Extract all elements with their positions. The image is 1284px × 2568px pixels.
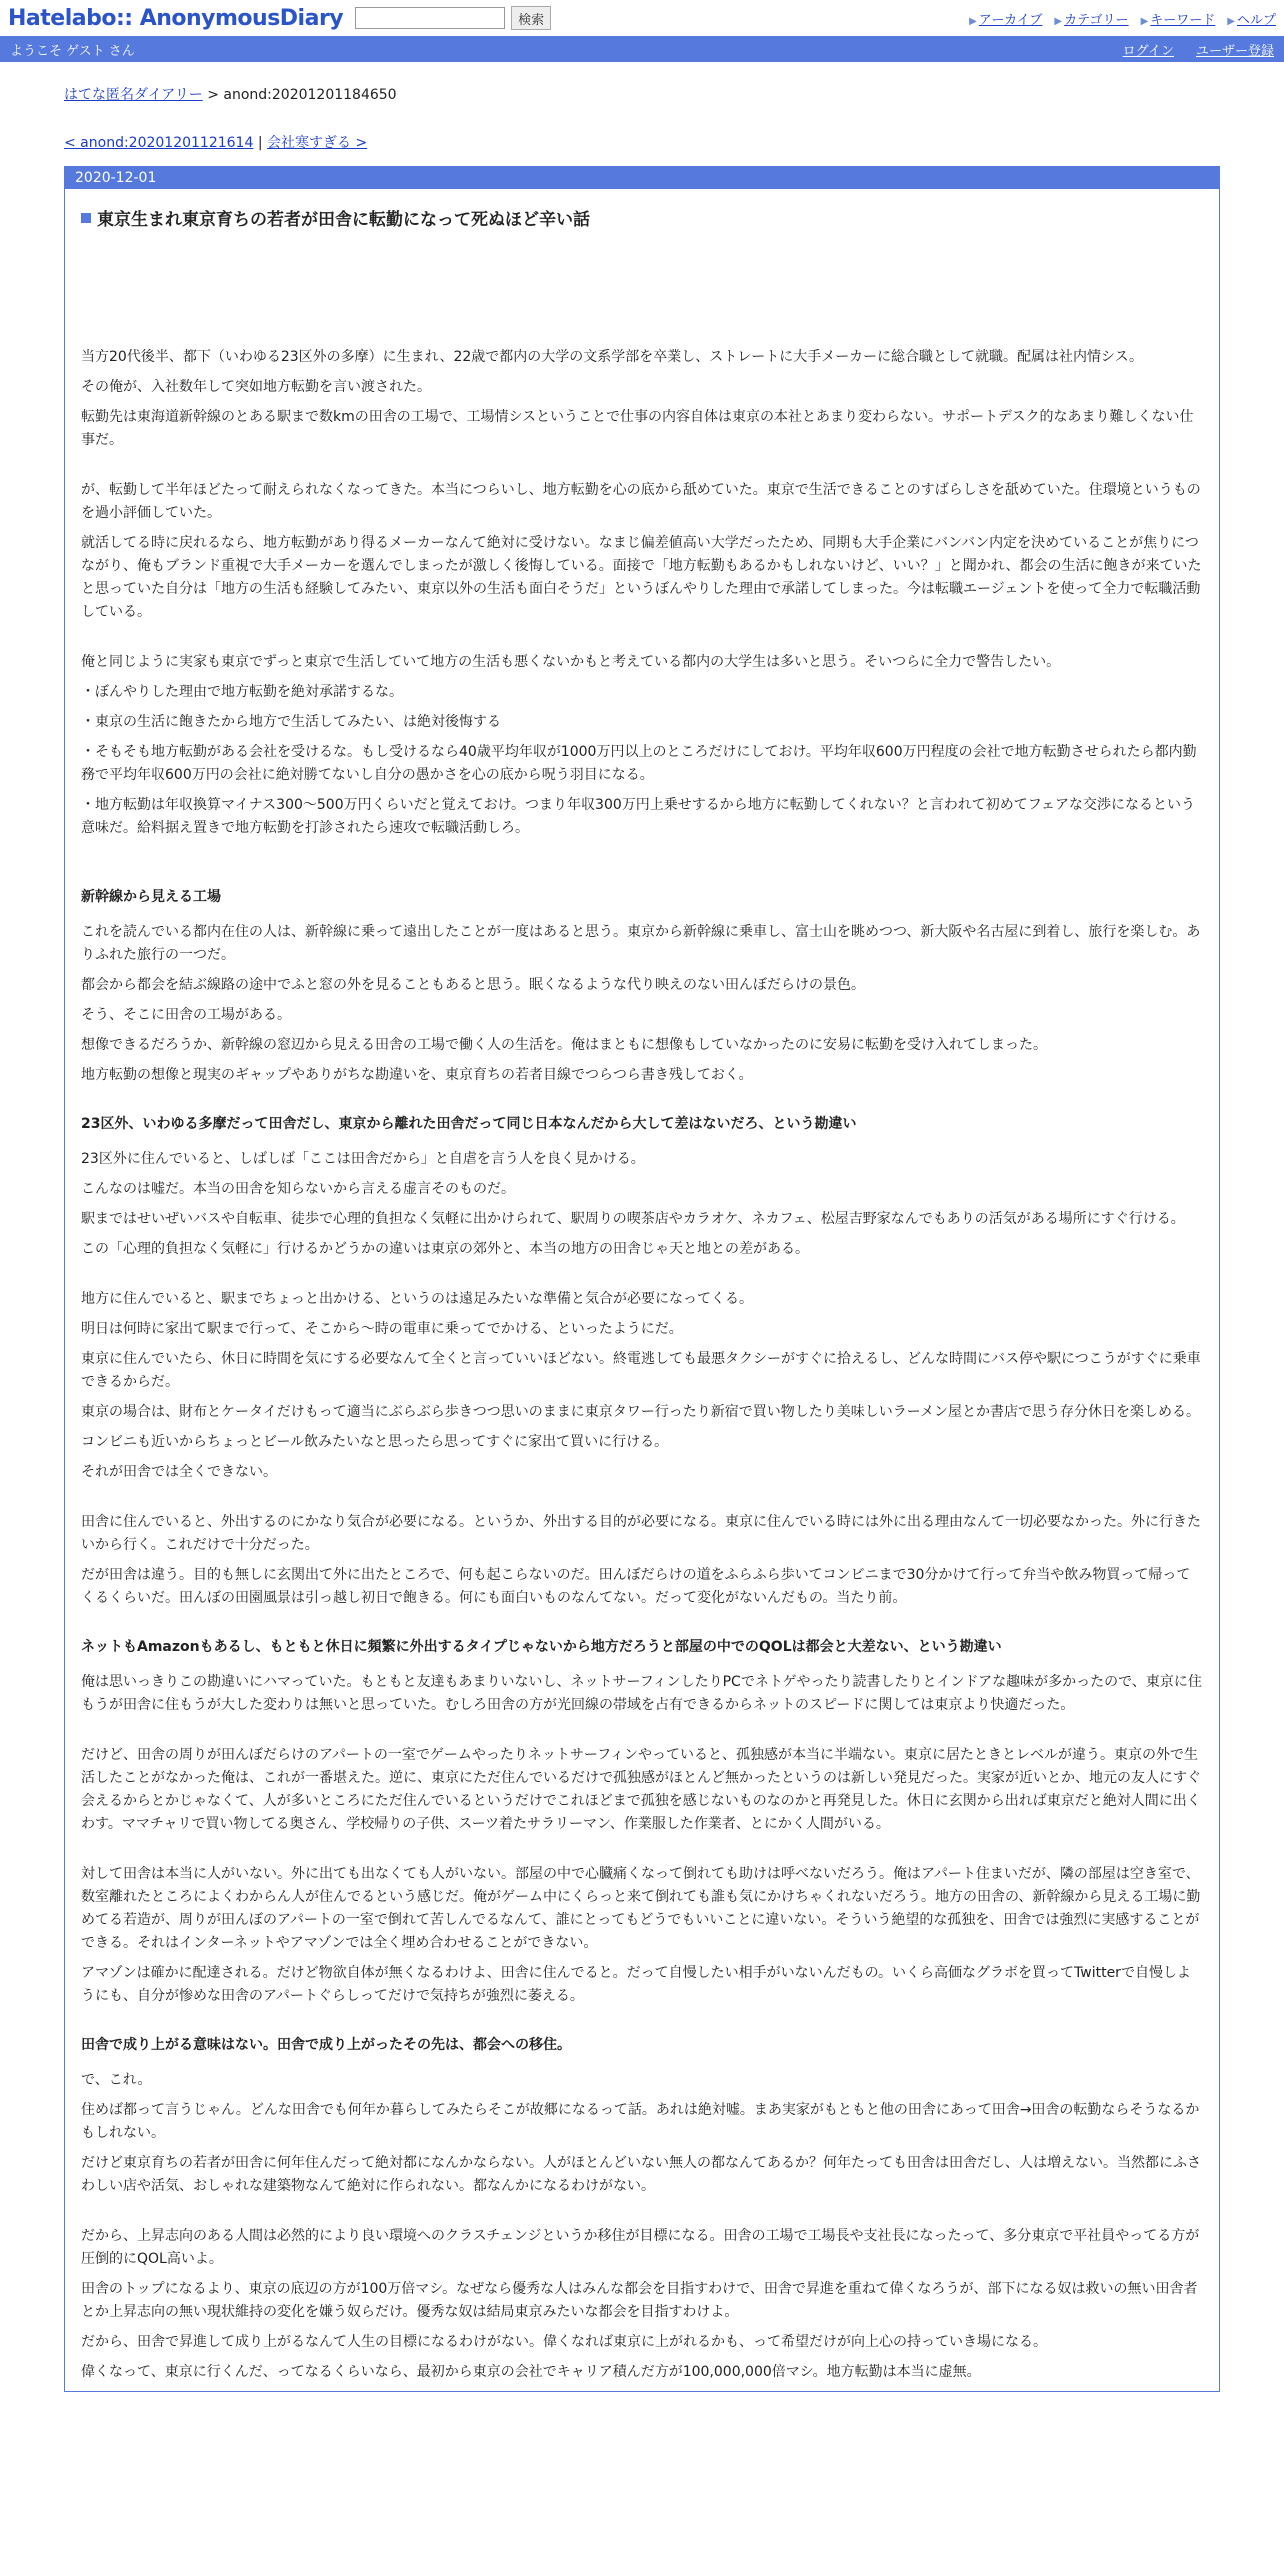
entry-navigation: [64, 132, 1220, 152]
bullet-icon: ▶: [1054, 16, 1063, 27]
entry-paragraph: 地方に住んでいると、駅までちょっと出かける、というのは遠足みたいな準備と気合が必要になってくる。: [81, 1291, 753, 1307]
paragraph-gap: [81, 1843, 1203, 1863]
entry-paragraph: 田舎に住んでいると、外出するのにかなり気合が必要になる。というか、外出する目的が必要になる。東京に住んでいる時には外に出る理由なんて一切必要なかった。外に行きたいから行く。これだけで十分だった。: [81, 1514, 1201, 1553]
bullet-icon: ▶: [969, 16, 977, 27]
account-links: [1123, 40, 1274, 59]
top-header: [0, 0, 1284, 36]
entry-paragraph: で、これ。: [81, 2072, 152, 2088]
entry-paragraph: 就活してる時に戻れるなら、地方転勤があり得るメーカーなんて絶対に受けない。なまじ偏差値高い大学だったため、同期も大手企業にバンバン内定を決めていることが焦りにつながり、俺もブランド重視で大手メーカーを選んでしまったが激しく後悔している。面接で「地方転勤もあるかもしれないけど、いい？」と聞かれ、都会の生活に飽きが来ていたと思っていた自分は「地方の生活も経験してみたい、東京以外の生活も面白そうだ」というぼんやりした理由で承諾してしまった。今は転職エージェントを使って全力で転職活動している。: [81, 535, 1202, 620]
paragraph-gap: [81, 459, 1203, 479]
entry-paragraph: アマゾンは確かに配達される。だけど物欲自体が無くなるわけよ、田舎に住んでると。だって自慢したい相手がいないんだもの。いくら高価なグラボを買ってTwitterで自慢しようにも、自分が惨めな田舎のアパートぐらしってだけで気持ちが強烈に萎える。: [81, 1965, 1191, 2004]
entry-paragraph: が、転勤して半年ほどたって耐えられなくなってきた。本当につらいし、地方転勤を心の底から舐めていた。東京で生活できることのすばらしさを舐めていた。住環境というものを過小評価していた。: [81, 482, 1201, 521]
entry-paragraph: コンビニも近いからちょっとビール飲みたいなと思ったら思ってすぐに家出て買いに行ける。: [81, 1434, 669, 1450]
category-link[interactable]: カテゴリー: [1064, 13, 1129, 28]
register-link[interactable]: ユーザー登録: [1195, 43, 1274, 59]
entry-paragraph: だから、上昇志向のある人間は必然的により良い環境へのクラスチェンジというか移住が目標になる。田舎の工場で工場長や支社長になったって、多分東京で平社員やってる方が圧倒的にQOL高いよ。: [81, 2228, 1200, 2267]
archive-link-item: [969, 9, 1042, 28]
section-heading: 新幹線から見える工場: [81, 889, 221, 905]
next-entry-link[interactable]: 会社寒すぎる >: [267, 135, 368, 151]
nav-separator: |: [253, 135, 268, 151]
entry-paragraph: 23区外に住んでいると、しばしば「ここは田舎だから」と自虐を言う人を良く見かける。: [81, 1151, 645, 1167]
breadcrumb-home-link[interactable]: はてな匿名ダイアリー: [64, 87, 203, 103]
entry-paragraph: 対して田舎は本当に人がいない。外に出ても出なくても人がいない。部屋の中で心臓痛くなって倒れても助けは呼べないだろう。俺はアパート住まいだが、隣の部屋は空き室で、数室離れたところによくわからん人が住んでるという感じだ。俺がゲーム中にくらっと来て倒れても誰も気にかけちゃくれないだろう。地方の田舎の、新幹線から見える工場に勤めてる若造が、周りが田んぼのアパートの一室で倒れて苦しんでるなんて、誰にとってもどうでもいいことに違いない。そういう絶望的な孤独を、田舎では強烈に実感することができる。それはインターネットやアマゾンでは全く埋め合わせることができない。: [81, 1866, 1201, 1951]
entry-paragraph: ・ぼんやりした理由で地方転勤を絶対承諾するな。: [81, 684, 403, 700]
entry-paragraph: 想像できるだろうか、新幹線の窓辺から見える田舎の工場で働く人の生活を。俺はまともに想像もしていなかったのに安易に転勤を受け入れてしまった。: [81, 1037, 1047, 1053]
day-date: 2020-12-01: [65, 167, 1219, 189]
paragraph-gap: [81, 1491, 1203, 1511]
entry-paragraph: だが田舎は違う。目的も無しに玄関出て外に出たところで、何も起こらないのだ。田んぼだらけの道をふらふら歩いてコンビニまで30分かけて行って弁当や飲み物買って帰ってくるくらいだ。田んぼの田園風景は引っ越し初日で飽きる。何にも面白いものなんてない。だって変化がないんだもの。当たり前。: [81, 1567, 1191, 1606]
login-link[interactable]: ログイン: [1122, 43, 1174, 59]
entry-body: [65, 189, 1219, 2384]
welcome-text: ようこそ ゲスト さん: [10, 43, 135, 59]
help-link[interactable]: ヘルプ: [1236, 13, 1276, 28]
entry-paragraph: 東京に住んでいたら、休日に時間を気にする必要なんて全くと言っていいほどない。終電逃しても最悪タクシーがすぐに拾えるし、どんな時間にバス停や駅につこうがすぐに乗車できるからだ。: [81, 1351, 1201, 1390]
user-bar: [0, 36, 1284, 62]
entry-paragraph: だけど、田舎の周りが田んぼだらけのアパートの一室でゲームやったりネットサーフィンやっていると、孤独感が本当に半端ない。東京に居たときとレベルが違う。東京の外で生活したことがなかった俺は、これが一番堪えた。逆に、東京にただ住んでいるだけで孤独感がほとんど無かったというのは新しい発見だった。実家が近いとか、地元の友人にすぐ会えるからとかじゃなくて、人が多いところにただ住んでいるというだけでこれほどまで孤独を感じないものなのかと再発見した。休日に玄関から出れば東京だと絶対人間に出くわす。ママチャリで買い物してる奥さん、学校帰りの子供、スーツ着たサラリーマン、作業服した作業者、とにかく人間がいる。: [81, 1747, 1201, 1832]
paragraph-gap: [81, 1094, 1203, 1114]
paragraph-gap: [81, 1617, 1203, 1637]
section-heading: 23区外、いわゆる多摩だって田舎だし、東京から離れた田舎だって同じ日本なんだから大して差はないだろ、という勘違い: [81, 1116, 857, 1132]
paragraph-gap: [81, 847, 1203, 867]
breadcrumb-separator: >: [202, 87, 224, 103]
entry-paragraph: ・東京の生活に飽きたから地方で生活してみたい、は絶対後悔する: [81, 714, 501, 730]
entry-paragraph: 当方20代後半、都下（いわゆる23区外の多摩）に生まれ、22歳で都内の大学の文系学部を卒業し、ストレートに大手メーカーに総合職として就職。配属は社内情シス。: [81, 349, 1143, 365]
bullet-icon: ▶: [1227, 16, 1235, 27]
help-link-item: [1227, 9, 1276, 28]
top-links: [969, 9, 1276, 28]
prev-entry-link[interactable]: < anond:20201201121614: [64, 135, 254, 151]
entry-paragraph: だけど東京育ちの若者が田舎に何年住んだって絶対都になんかならない。人がほとんどいない無人の都なんてあるか？何年たっても田舎は田舎だし、人は増えない。当然都にふさわしい店や活気、おしゃれな建築物なんて絶対に作られない。都なんかになるわけがない。: [81, 2155, 1201, 2194]
title-spacer: [81, 230, 1203, 346]
entry-paragraph: 俺は思いっきりこの勘違いにハマっていた。もともと友達もあまりいないし、ネットサーフィンしたりPCでネトゲやったり読書したりとインドアな趣味が多かったので、東京に住もうが田舎に住もうが大した変わりは無いと思っていた。むしろ田舎の方が光回線の帯域を占有できるからネットのスピードに関しては東京より快適だった。: [81, 1674, 1202, 1713]
entry-square-icon[interactable]: [81, 213, 91, 223]
entry-title-text: 東京生まれ東京育ちの若者が田舎に転勤になって死ぬほど辛い話: [97, 210, 590, 230]
site-logo[interactable]: Hatelabo:: AnonymousDiary: [8, 5, 344, 31]
section-heading: 田舎で成り上がる意味はない。田舎で成り上がったその先は、都会への移住。: [81, 2037, 571, 2053]
entry-paragraph: 都会から都会を結ぶ線路の途中でふと窓の外を見ることもあると思う。眠くなるような代り映えのない田んぼだらけの景色。: [81, 977, 865, 993]
paragraph-gap: [81, 867, 1203, 887]
day-section: [64, 166, 1220, 2392]
keyword-link[interactable]: キーワード: [1150, 13, 1216, 28]
entry-paragraph: これを読んでいる都内在住の人は、新幹線に乗って遠出したことが一度はあると思う。東京から新幹線に乗車し、富士山を眺めつつ、新大阪や名古屋に到着し、旅行を楽しむ。ありふれた旅行の一つだ。: [81, 924, 1201, 963]
paragraph-gap: [81, 1724, 1203, 1744]
archive-link[interactable]: アーカイブ: [978, 13, 1043, 28]
search-button[interactable]: 検索: [511, 6, 551, 30]
entry-paragraph: この「心理的負担なく気軽に」行けるかどうかの違いは東京の郊外と、本当の地方の田舎じゃ天と地との差がある。: [81, 1241, 809, 1257]
entry-paragraph: 転勤先は東海道新幹線のとある駅まで数kmの田舎の工場で、工場情シスということで仕事の内容自体は東京の本社とあまり変わらない。サポートデスク的なあまり難しくない仕事だ。: [81, 409, 1194, 448]
entry-paragraph: 地方転勤の想像と現実のギャップやありがちな勘違いを、東京育ちの若者目線でつらつら書き残しておく。: [81, 1067, 753, 1083]
main-content: [0, 84, 1284, 2392]
entry-paragraph: 明日は何時に家出て駅まで行って、そこから～時の電車に乗ってでかける、といったようにだ。: [81, 1321, 683, 1337]
entry-paragraph: 駅まではせいぜいバスや自転車、徒歩で心理的負担なく気軽に出かけられて、駅周りの喫茶店やカラオケ、ネカフェ、松屋吉野家なんでもありの活気がある場所にすぐ行ける。: [81, 1211, 1185, 1227]
entry-paragraph: だから、田舎で昇進して成り上がるなんて人生の目標になるわけがない。偉くなれば東京に上がれるかも、って希望だけが向上心の持っていき場になる。: [81, 2334, 1047, 2350]
entry-paragraph: こんなのは嘘だ。本当の田舎を知らないから言える虚言そのものだ。: [81, 1181, 515, 1197]
section-heading: ネットもAmazonもあるし、もともと休日に頻繁に外出するタイプじゃないから地方だろうと部屋の中でのQOLは都会と大差ない、という勘違い: [81, 1639, 1002, 1655]
entry-paragraph: 偉くなって、東京に行くんだ、ってなるくらいなら、最初から東京の会社でキャリア積んだ方が100,000,000倍マシ。地方転勤は本当に虚無。: [81, 2364, 981, 2380]
entry-paragraph: それが田舎では全くできない。: [81, 1464, 277, 1480]
entry-text: [81, 346, 1203, 2384]
entry-paragraph: 東京の場合は、財布とケータイだけもって適当にぶらぶら歩きつつ思いのままに東京タワー行ったり新宿で買い物したり美味しいラーメン屋とか書店で思う存分休日を楽しめる。: [81, 1404, 1201, 1420]
breadcrumb-current: anond:20201201184650: [223, 87, 397, 103]
paragraph-gap: [81, 1268, 1203, 1288]
entry-paragraph: そう、そこに田舎の工場がある。: [81, 1007, 291, 1023]
entry-paragraph: 住めば都って言うじゃん。どんな田舎でも何年か暮らしてみたらそこが故郷になるって話。あれは絶対嘘。まあ実家がもともと他の田舎にあって田舎→田舎の転勤ならそうなるかもしれない。: [81, 2102, 1200, 2141]
category-link-item: [1054, 9, 1128, 28]
entry-title: [81, 205, 1203, 230]
entry-paragraph: ・そもそも地方転勤がある会社を受けるな。もし受けるなら40歳平均年収が1000万円以上のところだけにしておけ。平均年収600万円程度の会社で地方転勤させられたら都内勤務で平均年収600万円の会社に絶対勝てないし自分の愚かさを心の底から呪う羽目になる。: [81, 744, 1197, 783]
entry-paragraph: 俺と同じように実家も東京でずっと東京で生活していて地方の生活も悪くないかもと考えている都内の大学生は多いと思う。そいつらに全力で警告したい。: [81, 654, 1061, 670]
paragraph-gap: [81, 631, 1203, 651]
keyword-link-item: [1141, 9, 1216, 28]
breadcrumb: [64, 84, 1220, 104]
entry-paragraph: その俺が、入社数年して突如地方転勤を言い渡された。: [81, 379, 431, 395]
paragraph-gap: [81, 2205, 1203, 2225]
search-input[interactable]: [355, 7, 505, 29]
bullet-icon: ▶: [1140, 16, 1149, 27]
entry-paragraph: 田舎のトップになるより、東京の底辺の方が100万倍マシ。なぜなら優秀な人はみんな都会を目指すわけで、田舎で昇進を重ねて偉くなろうが、部下になる奴は救いの無い田舎者とか上昇志向の無い現状維持の変化を嫌う奴らだけ。優秀な奴は結局東京みたいな都会を目指すわけよ。: [81, 2281, 1198, 2320]
entry-paragraph: ・地方転勤は年収換算マイナス300～500万円くらいだと覚えておけ。つまり年収300万円上乗せするから地方に転勤してくれない？と言われて初めてフェアな交渉になるという意味だ。給料据え置きで地方転勤を打診されたら速攻で転職活動しろ。: [81, 797, 1196, 836]
paragraph-gap: [81, 2015, 1203, 2035]
